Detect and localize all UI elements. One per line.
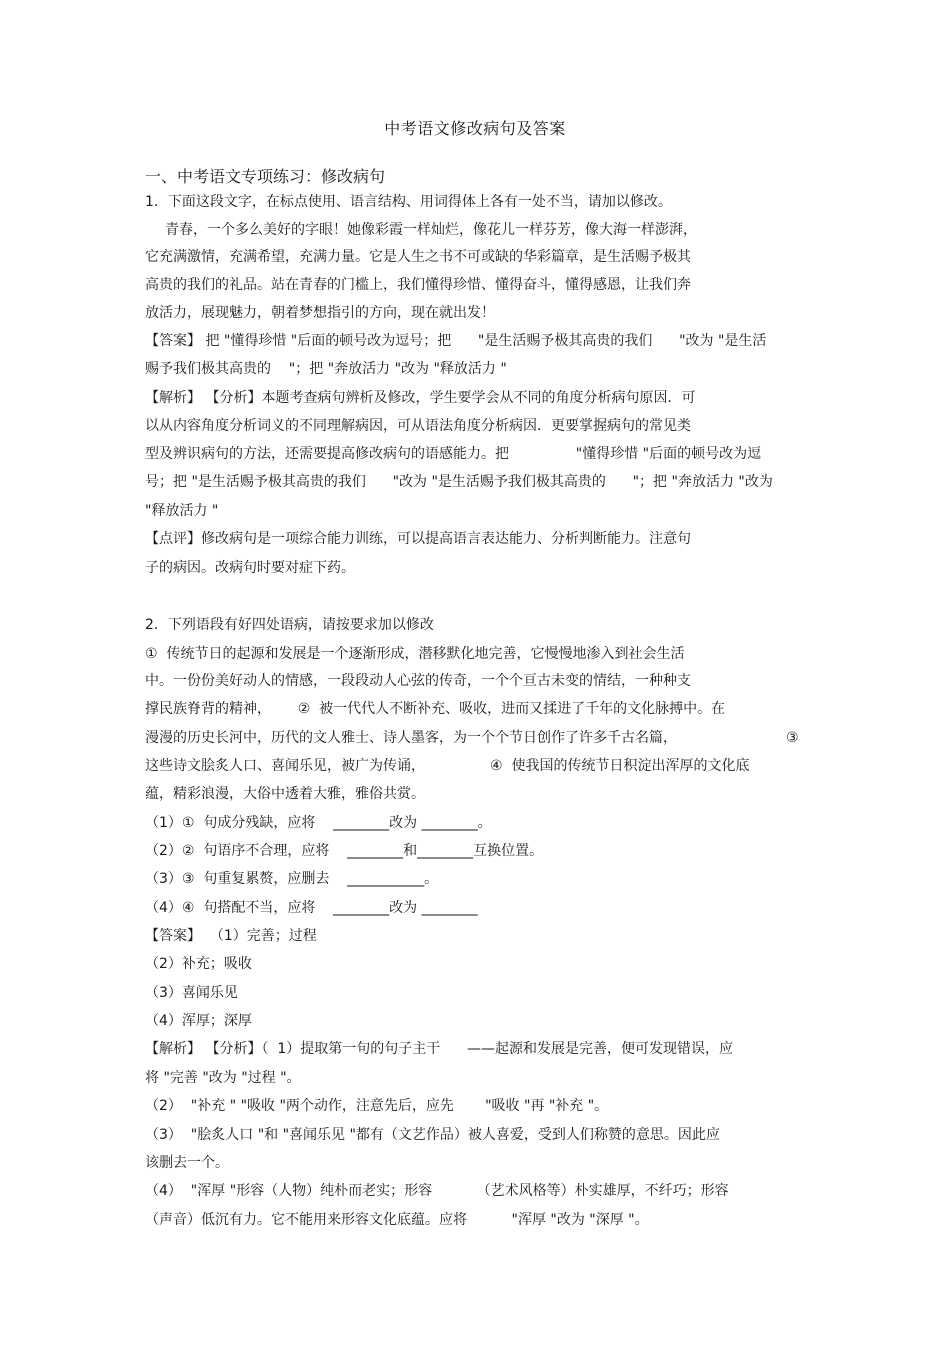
q2-answer-line: （2）补充；吸收	[145, 956, 252, 972]
page-title: 中考语文修改病句及答案	[384, 119, 566, 138]
q1-comment-line: 【点评】修改病句是一项综合能力训练，可以提高语言表达能力、分析判断能力。注意句	[145, 531, 691, 547]
q2-analysis-line: 该删去一个。	[145, 1155, 229, 1171]
q2-passage-line: ① 传统节日的起源和发展是一个逐渐形成，潜移默化地完善，它慢慢地渗入到社会生活	[145, 646, 685, 662]
q2-prompt: 2．下列语段有好四处语病，请按要求加以修改	[145, 617, 434, 633]
q1-analysis-line: 号；把 "是生活赐予极其高贵的我们 "改为 "是生活赐予我们极其高贵的 "；把 "奔放活力 "改为	[145, 474, 773, 490]
q2-passage-line: 中。一份份美好动人的情感，一段段动人心弦的传奇，一个个亘古未变的情结，一种种支	[145, 673, 691, 689]
q1-analysis-line: "释放活力 "	[145, 503, 219, 519]
q1-passage-line: 放活力，展现魅力，朝着梦想指引的方向，现在就出发！	[145, 305, 495, 321]
q2-analysis-line: （声音）低沉有力。它不能用来形容文化底蕴。应将 "浑厚 "改为 "深厚 "。	[145, 1212, 649, 1228]
q2-subquestion: （2）② 句语序不合理，应将 ________和________互换位置。	[145, 843, 544, 859]
q2-subquestion: （4）④ 句搭配不当，应将 ________改为 ________	[145, 900, 478, 916]
section-heading: 一、中考语文专项练习：修改病句	[145, 167, 386, 186]
q2-passage-line: 这些诗文脍炙人口、喜闻乐见，被广为传诵，	[145, 758, 425, 774]
q2-analysis-line: 【解析】 【分析】（ 1）提取第一句的句子主干 ——起源和发展是完善，便可发现错误，应	[145, 1041, 733, 1057]
q2-passage-line: ④ 使我国的传统节日积淀出浑厚的文化底	[490, 758, 750, 774]
q2-analysis-line: （3） "脍炙人口 "和 "喜闻乐见 "都有（文艺作品）被人喜爱，受到人们称赞的意思。因此应	[145, 1127, 720, 1143]
q2-analysis-line: （4） "浑厚 "形容（人物）纯朴而老实；形容 （艺术风格等）朴实雄厚，不纤巧；形容	[145, 1183, 729, 1199]
q2-answer-line: （4）浑厚；深厚	[145, 1013, 252, 1029]
q2-analysis-line: 将 "完善 "改为 "过程 "。	[145, 1070, 301, 1086]
q1-analysis-line: 以从内容角度分析词义的不同理解病因，可从语法角度分析病因．更要掌握病句的常见类	[145, 418, 691, 434]
q1-analysis-line: 【解析】 【分析】本题考查病句辨析及修改，学生要学会从不同的角度分析病句原因．可	[145, 390, 696, 406]
q2-answer-line: （3）喜闻乐见	[145, 985, 238, 1001]
q1-prompt: 1．下面这段文字，在标点使用、语言结构、用词得体上各有一处不当，请加以修改。	[145, 194, 672, 210]
q1-analysis-line: 型及辨识病句的方法，还需要提高修改病句的语感能力。把 "懂得珍惜 "后面的顿号改为逗	[145, 446, 762, 462]
q1-passage-line: 它充满激情，充满希望，充满力量。它是人生之书不可或缺的华彩篇章，是生活赐予极其	[145, 249, 691, 265]
q2-answer-line: 【答案】 （1）完善；过程	[145, 928, 317, 944]
q1-answer-line: 【答案】 把 "懂得珍惜 "后面的顿号改为逗号；把 "是生活赐予极其高贵的我们 "改为 "是生活	[145, 333, 767, 349]
q2-analysis-line: （2） "补充 " "吸收 "两个动作，注意先后，应先 "吸收 "再 "补充 "。	[145, 1098, 609, 1114]
q2-subquestion: （1）① 句成分残缺，应将 ________改为 ________。	[145, 815, 492, 831]
q1-comment-line: 子的病因。改病句时要对症下药。	[145, 560, 355, 576]
q2-subquestion: （3）③ 句重复累赘，应删去 ___________。	[145, 871, 439, 887]
q2-passage-marker: ③	[786, 730, 799, 746]
q2-passage-line: 蕴，精彩浪漫，大俗中透着大雅，雅俗共赏。	[145, 786, 425, 802]
q1-passage-line: 高贵的我们的礼品。站在青春的门槛上，我们懂得珍惜、懂得奋斗，懂得感恩，让我们奔	[145, 277, 691, 293]
q2-passage-line: 漫漫的历史长河中，历代的文人雅士、诗人墨客，为一个个节日创作了许多千古名篇，	[145, 730, 677, 746]
q1-passage-line: 青春，一个多么美好的字眼！她像彩霞一样灿烂，像花儿一样芬芳，像大海一样澎湃，	[165, 222, 697, 238]
q2-passage-line: 撑民族脊背的精神， ② 被一代代人不断补充、吸收，进而又揉进了千年的文化脉搏中。在	[145, 701, 726, 717]
q1-answer-line: 赐予我们极其高贵的 "；把 "奔放活力 "改为 "释放活力 "	[145, 361, 507, 377]
